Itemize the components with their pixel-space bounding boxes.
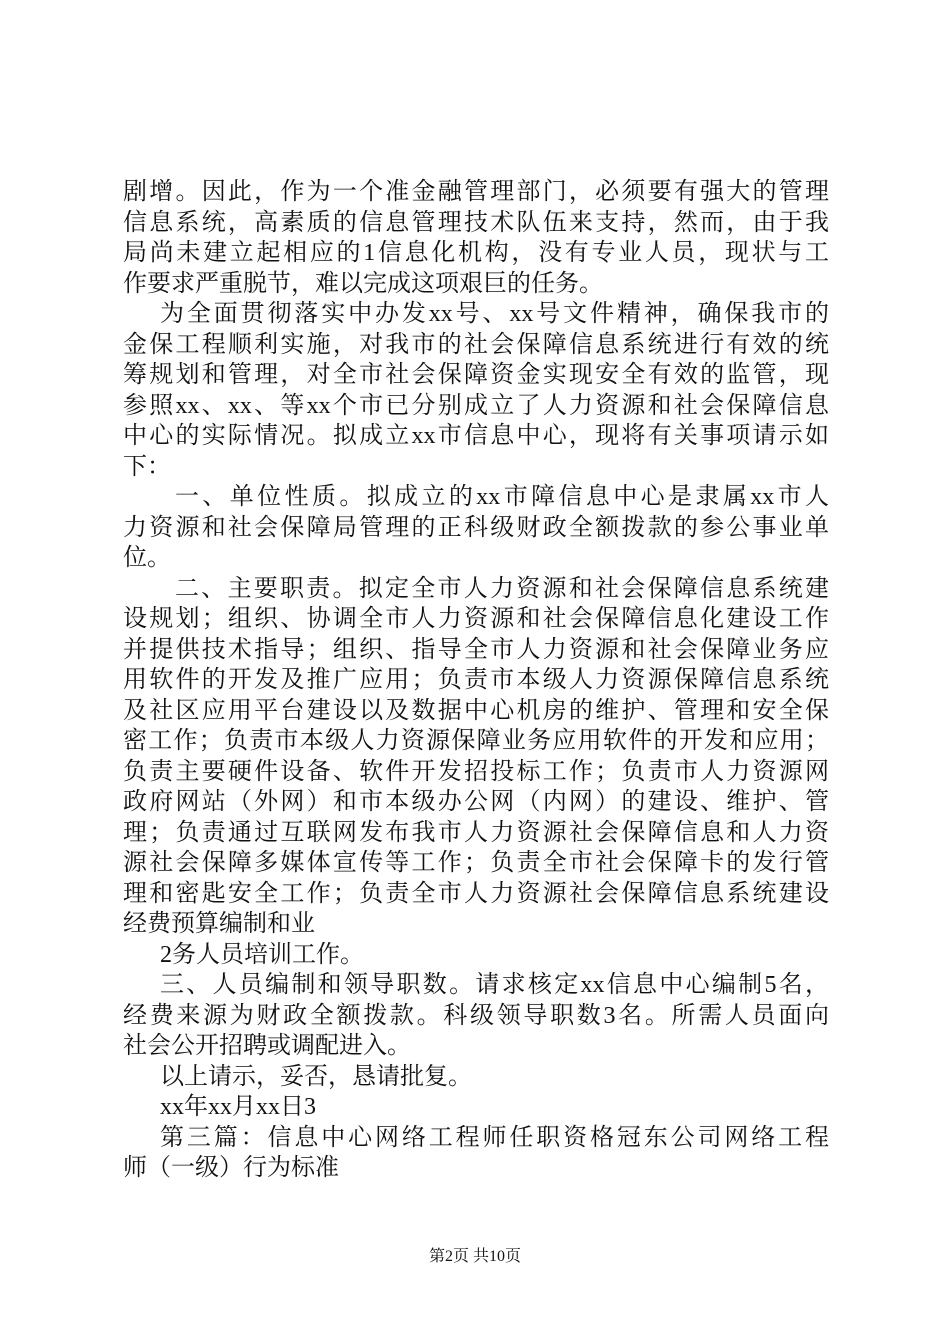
text-line: 下：	[123, 453, 171, 480]
text-line: 理和密匙安全工作；负责全市人力资源社会保障信息系统建设	[123, 880, 829, 907]
text-line: 信息系统，高素质的信息管理技术队伍来支持，然而，由于我	[123, 209, 829, 236]
text-line: 第三篇：信息中心网络工程师任职资格冠东公司网络工程	[160, 1124, 829, 1151]
text-line: 用软件的开发及推广应用；负责市本级人力资源保障信息系统	[123, 667, 829, 693]
text-line: 政府网站（外网）和市本级办公网（内网）的建设、维护、管	[123, 789, 829, 815]
text-line: 设规划；组织、协调全市人力资源和社会保障信息化建设工作	[123, 606, 829, 632]
text-line: 作要求严重脱节，难以完成这项艰巨的任务。	[123, 270, 603, 297]
page-footer: 第2页 共10页	[428, 1248, 521, 1265]
text-line: 经费预算编制和业	[123, 911, 315, 937]
text-line: 负责主要硬件设备、软件开发招投标工作；负责市人力资源网	[123, 758, 829, 785]
document-body	[123, 177, 829, 1184]
text-line: 以上请示，妥否，恳请批复。	[160, 1063, 472, 1090]
text-line: 及社区应用平台建设以及数据中心机房的维护、管理和安全保	[123, 697, 829, 724]
text-line: 经费来源为财政全额拨款。科级领导职数3名。所需人员面向	[123, 1002, 829, 1029]
text-line: 源社会保障多媒体宣传等工作；负责全市社会保障卡的发行管	[123, 850, 829, 876]
text-line: 2务人员培训工作。	[160, 941, 364, 968]
text-line: 筹规划和管理，对全市社会保障资金实现安全有效的监管，现	[123, 362, 829, 388]
text-line: 理；负责通过互联网发布我市人力资源社会保障信息和人力资	[123, 819, 829, 846]
text-line: 力资源和社会保障局管理的正科级财政全额拨款的参公事业单	[123, 514, 829, 541]
text-line: 为全面贯彻落实中办发xx号、xx号文件精神，确保我市的	[160, 301, 829, 327]
text-line: 社会公开招聘或调配进入。	[123, 1033, 411, 1059]
text-line: 二、主要职责。拟定全市人力资源和社会保障信息系统建	[175, 575, 829, 602]
text-line: 剧增。因此，作为一个准金融管理部门，必须要有强大的管理	[123, 179, 829, 205]
text-line: 师（一级）行为标准	[123, 1155, 339, 1181]
text-line: xx年xx月xx日3	[160, 1094, 316, 1120]
text-line: 密工作；负责市本级人力资源保障业务应用软件的开发和应用；	[123, 728, 829, 754]
text-line: 参照xx、xx、等xx个市已分别成立了人力资源和社会保障信息	[123, 392, 829, 419]
text-line: 金保工程顺利实施，对我市的社会保障信息系统进行有效的统	[123, 331, 829, 358]
text-line: 三、人员编制和领导职数。请求核定xx信息中心编制5名，	[160, 972, 829, 998]
text-line: 一、单位性质。拟成立的xx市障信息中心是隶属xx市人	[175, 484, 829, 510]
text-line: 局尚未建立起相应的1信息化机构，没有专业人员，现状与工	[123, 240, 829, 266]
text-line: 并提供技术指导；组织、指导全市人力资源和社会保障业务应	[123, 636, 829, 663]
text-line: 中心的实际情况。拟成立xx市信息中心，现将有关事项请示如	[123, 423, 829, 449]
text-line: 位。	[123, 545, 171, 571]
